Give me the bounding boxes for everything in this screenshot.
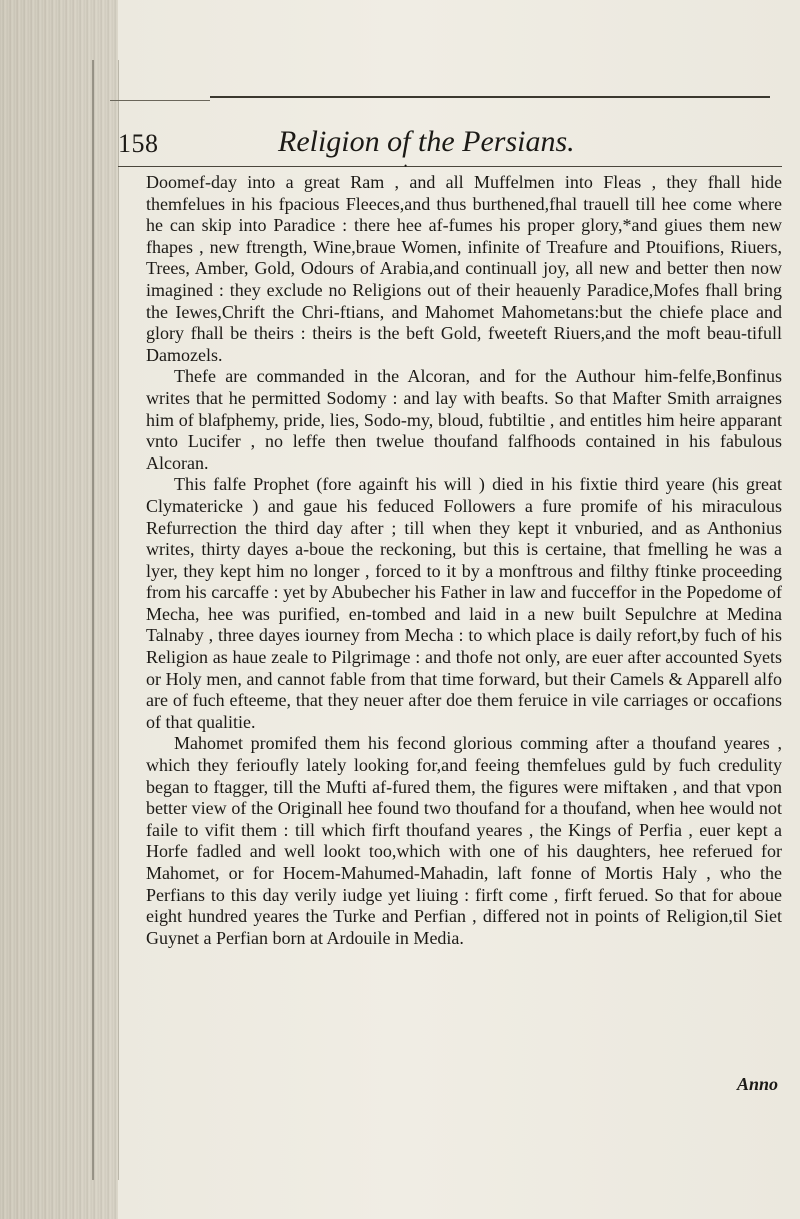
header-rule (118, 166, 782, 167)
header-mark: • (404, 161, 408, 171)
catchword: Anno (736, 1074, 778, 1094)
page-number: 158 (118, 129, 159, 158)
body-text (146, 172, 782, 949)
paragraph-1: Doomef-day into a great Ram , and all Muffelmen into Fleas , they fhall hide themfelues in his fpacious Fleeces,and thus burthened,fhal trauell till hee come where he can skip into Paradice : there hee af-fumes his proper glory,*and giues them new fhapes , new ftrength, Wine,braue Women, infinite of Treafure and Ptouifions, Riuers, Trees, Amber, Gold, Odours of Arabia,and continuall joy, all new and better then now imagined : they exclude no Religions out of their heauenly Paradice,Mofes fhall bring the Iewes,Chrift the Chri-ftians, and Mahomet Mahometans:but the chiefe place and glory fhall be theirs : theirs is the beft Gold, fweeteft Riuers,and the moft beau-tifull Damozels. (146, 172, 782, 365)
page-edge (92, 60, 119, 1180)
page-header (118, 125, 778, 165)
running-head: Religion of the Persians. (278, 125, 575, 158)
top-rule (210, 96, 770, 98)
paragraph-3: This falfe Prophet (fore againft his will ) died in his fixtie third yeare (his great Clymatericke ) and gaue his feduced Followers a fure promife of his miraculous Refurrection the third day after ; till when they kept it vnburied, and as Anthonius writes, thirty dayes a-boue the reckoning, but this is certaine, that fmelling he was a lyer, they kept him no longer , forced to it by a monftrous and filthy ftinke proceeding from his carcaffe : yet by Abubecher his Father in law and fucceffor in the Popedome of Mecha, hee was purified, en-tombed and laid in a new built Sepulchre at Medina Talnaby , three dayes iourney from Mecha : to which place is daily refort,by fuch of his Religion as haue zeale to Pilgrimage : and thofe not only, are euer after accounted Syets or Holy men, and cannot fable from that time forward, but their Camels & Apparell alfo are of fuch efteeme, that they neuer after doe them feruice in vile carriages or occafions of that qualitie. (146, 474, 782, 732)
paragraph-4: Mahomet promifed them his fecond glorious comming after a thoufand yeares , which they ferioufly lately looking for,and feeing themfelues guld by fuch credulity began to ftagger, till the Mufti af-fured them, the figures were miftaken , and that vpon better view of the Originall hee found two thoufand for a thoufand, when hee would not faile to vifit them : till which firft thoufand yeares , the Kings of Perfia , euer kept a Horfe fadled and well lookt too,which with one of his daughters, hee referued for Mahomet, or for Hocem-Mahumed-Mahadin, laft fonne of Mortis Haly , who the Perfians to this day verily iudge yet liuing : firft come , firft ferued. So that for aboue eight hundred yeares the Turke and Perfian , differed not in points of Religion,til Siet Guynet a Perfian born at Ardouile in Media. (146, 733, 782, 948)
paragraph-2: Thefe are commanded in the Alcoran, and for the Authour him-felfe,Bonfinus writes that he permitted Sodomy : and lay with beafts. So that Mafter Smith arraignes him of blafphemy, pride, lies, Sodo-my, bloud, fubtiltie , and entitles him heire apparant vnto Lucifer , no leffe then twelue thoufand falfhoods contained in his fabulous Alcoran. (146, 366, 782, 473)
top-rule-thin (110, 100, 210, 101)
